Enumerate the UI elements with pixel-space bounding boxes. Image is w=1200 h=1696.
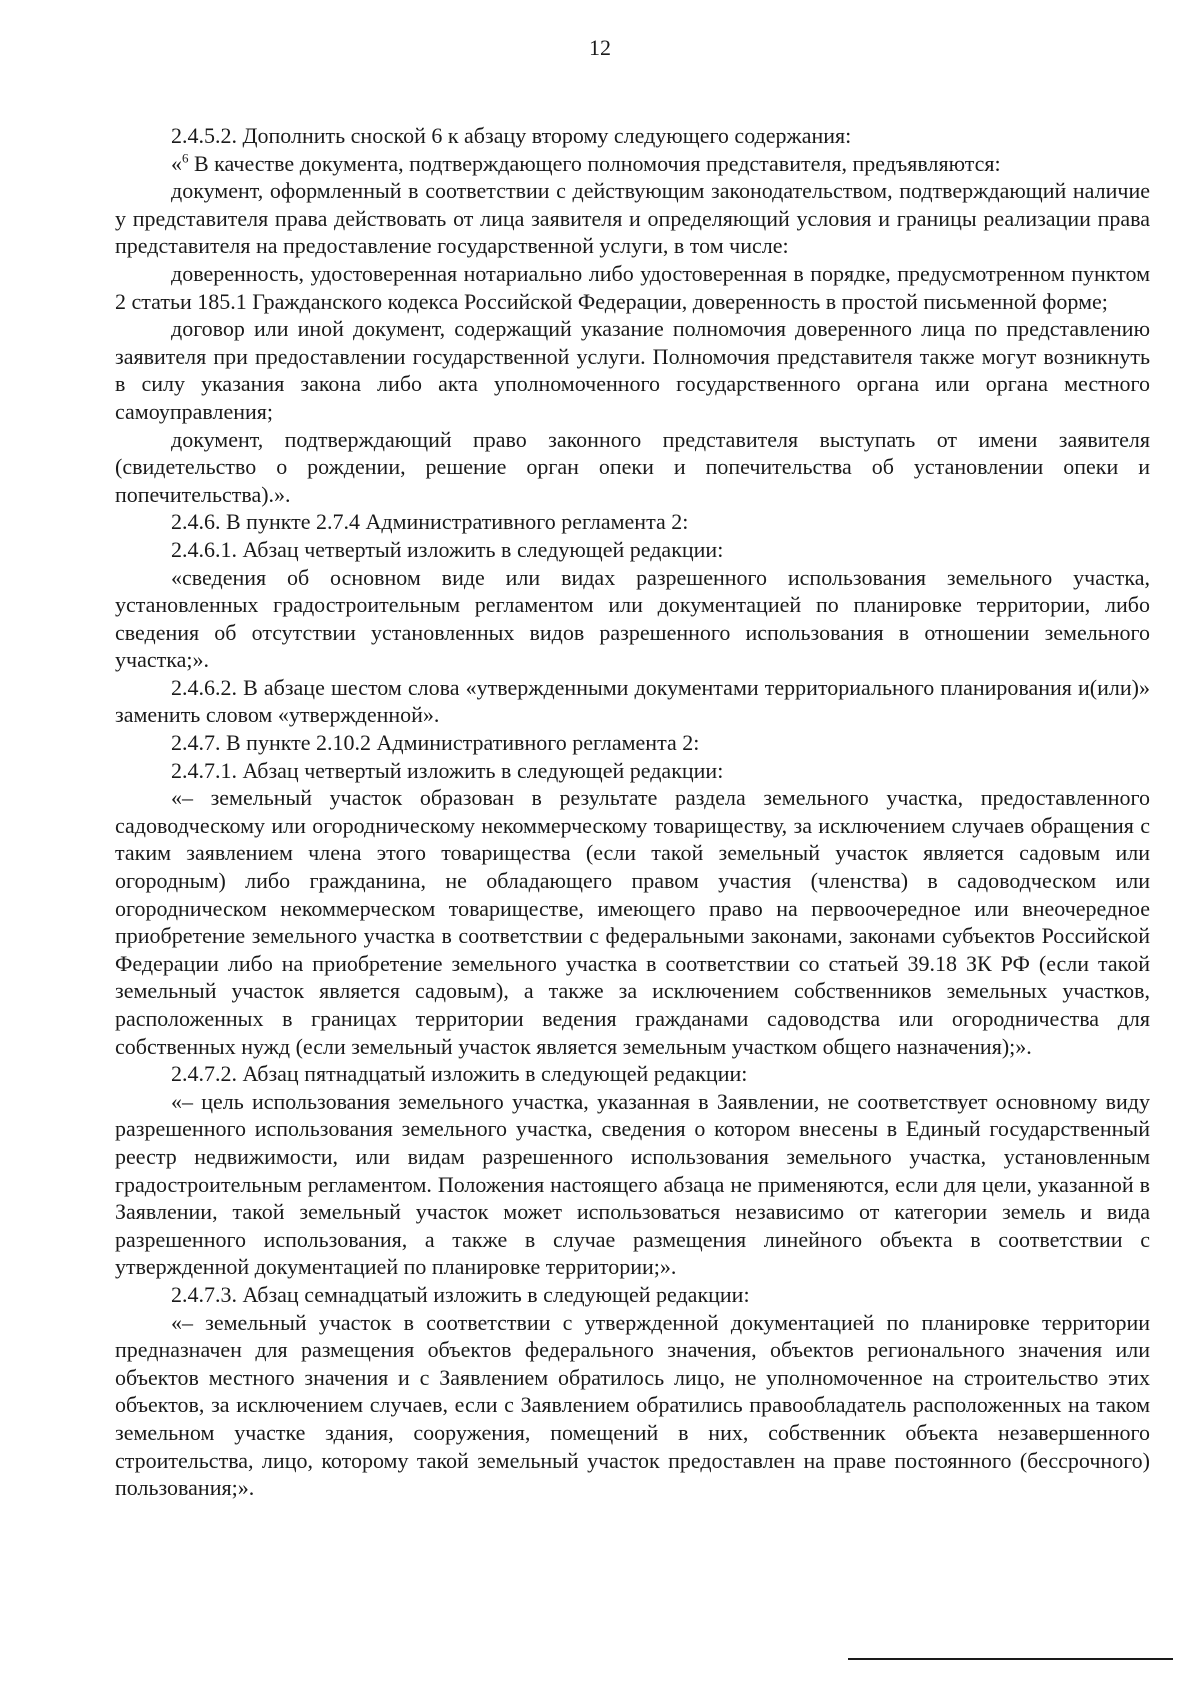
- paragraph: 2.4.7.2. Абзац пятнадцатый изложить в следующей редакции:: [171, 1061, 748, 1087]
- paragraph-footnote-6: [115, 150, 1150, 178]
- paragraph: «– земельный участок образован в результате раздела земельного участка, предоставленного садоводческому или огородническому некоммерческому товариществу, за исключением случаев обращения с таким заявлением члена этого товарищества (если такой земельный участок является садовым или огородным) либо гражданина, не обладающего правом участия (членства) в садоводческом или огородническом некоммерческом товариществе, имеющего право на первоочередное или внеочередное приобретение земельного участка в соответствии с федеральными законами, законами субъектов Российской Федерации либо на приобретение земельного участка в соответствии со статьей 39.18 ЗК РФ (если такой земельный участок является садовым), а также за исключением собственников земельных участков, расположенных в границах территории ведения гражданами садоводства или огородничества для собственных нужд (если земельный участок является земельным участком общего назначения);».: [115, 785, 1150, 1059]
- paragraph: 2.4.6.2. В абзаце шестом слова «утвержденными документами территориального планирования и(или)» заменить словом «утвержденной».: [115, 674, 1150, 728]
- paragraph: «– земельный участок в соответствии с утвержденной документацией по планировке территории предназначен для размещения объектов федерального значения, объектов регионального значения или объектов местного значения и с Заявлением обратилось лицо, не уполномоченное на строительство этих объектов, за исключением случаев, если с Заявлением обратились правообладатель расположенных на таком земельном участке здания, сооружения, помещений в них, собственник объекта незавершенного строительства, лицо, которому такой земельный участок предоставлен на праве постоянного (бессрочного) пользования;».: [115, 1309, 1150, 1501]
- paragraph: «сведения об основном виде или видах разрешенного использования земельного участка, установленных градостроительным регламентом или документацией по планировке территории, либо сведения об отсутствии установленных видов разрешенного использования в отношении земельного участка;».: [115, 564, 1150, 673]
- paragraph: договор или иной документ, содержащий указание полномочия доверенного лица по представлению заявителя при предоставлении государственной услуги. Полномочия представителя также могут возникнуть в силу указания закона либо акта уполномоченного государственного органа или органа местного самоуправления;: [115, 316, 1150, 424]
- opening-quote: «: [171, 150, 182, 176]
- paragraph: документ, подтверждающий право законного представителя выступать от имени заявителя (свидетельство о рождении, решение орган опеки и попечительства об установлении опеки и попечительства).».: [115, 426, 1150, 507]
- footnote-mark: 6: [182, 150, 189, 166]
- paragraph: 2.4.7. В пункте 2.10.2 Административного регламента 2:: [171, 730, 700, 756]
- paragraph: 2.4.5.2. Дополнить сноской 6 к абзацу второму следующего содержания:: [171, 123, 852, 148]
- paragraph-text: В качестве документа, подтверждающего полномочия представителя, предъявляются:: [188, 150, 1001, 176]
- paragraph: документ, оформленный в соответствии с действующим законодательством, подтверждающий наличие у представителя права действовать от лица заявителя и определяющий условия и границы реализации права представителя на предоставление государственной услуги, в том числе:: [115, 178, 1150, 259]
- paragraph: 2.4.6.1. Абзац четвертый изложить в следующей редакции:: [171, 536, 724, 562]
- document-body: [115, 122, 1150, 1502]
- page-number: 12: [589, 35, 611, 60]
- paragraph: «– цель использования земельного участка, указанная в Заявлении, не соответствует основному виду разрешенного использования земельного участка, сведения о котором внесены в Единый государственный реестр недвижимости, или видам разрешенного использования земельного участка, установленным градостроительным регламентом. Положения настоящего абзаца не применяются, если для цели, указанной в Заявлении, такой земельный участок может использоваться независимо от категории земель и вида разрешенного использования, а также в случае размещения линейного объекта в соответствии с утвержденной документацией по планировке территории;».: [115, 1088, 1150, 1280]
- paragraph: доверенность, удостоверенная нотариально либо удостоверенная в порядке, предусмотренном пунктом 2 статьи 185.1 Гражданского кодекса Российской Федерации, доверенность в простой письменной форме;: [115, 260, 1150, 314]
- paragraph: 2.4.7.3. Абзац семнадцатый изложить в следующей редакции:: [171, 1281, 750, 1307]
- paragraph: 2.4.7.1. Абзац четвертый изложить в следующей редакции:: [171, 757, 724, 783]
- paragraph: 2.4.6. В пункте 2.7.4 Административного регламента 2:: [171, 509, 689, 535]
- bottom-rule: [848, 1658, 1173, 1660]
